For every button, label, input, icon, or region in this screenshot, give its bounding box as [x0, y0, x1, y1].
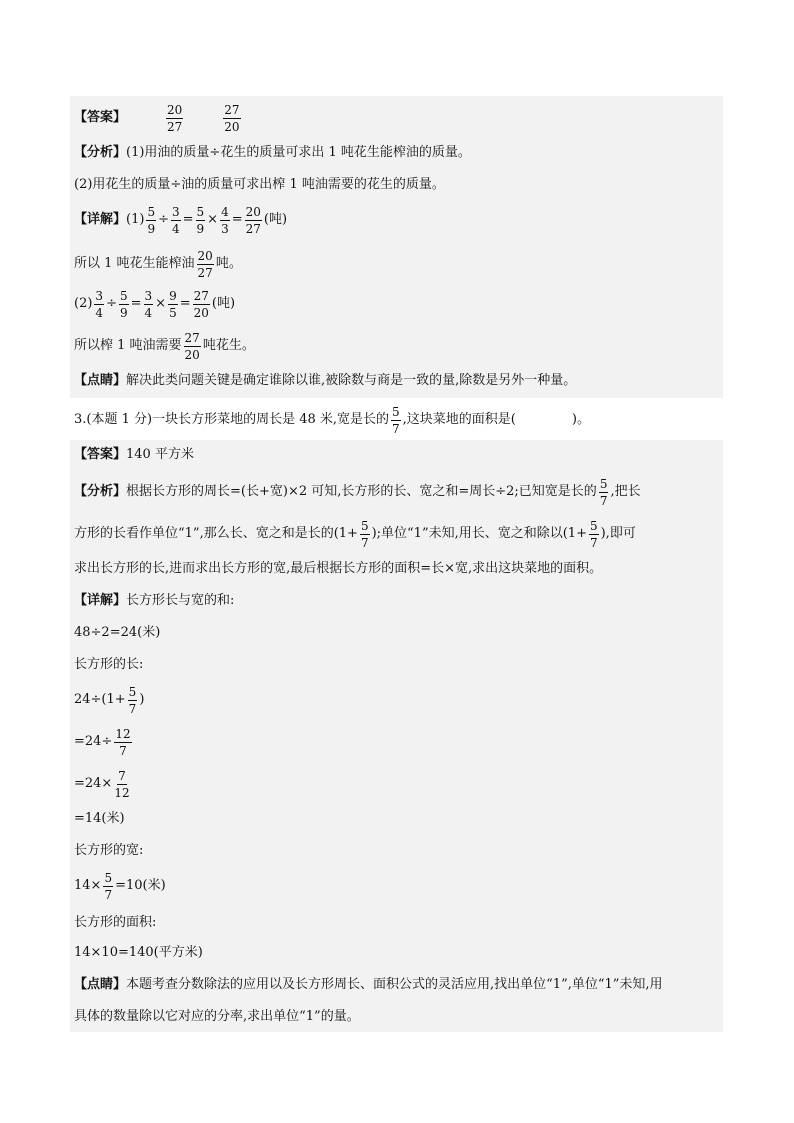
length-step-1 [74, 680, 144, 720]
text-segment: 140 平方米 [126, 447, 194, 462]
text-segment: 7 [118, 768, 126, 783]
text-segment: 3.(本题 1 分)一块长方形菜地的周长是 48 米,宽是长的 [74, 412, 390, 427]
fraction [114, 770, 129, 799]
text-segment: 5 [196, 204, 205, 219]
analysis-line-1 [74, 142, 471, 164]
text-segment: 5 [104, 870, 113, 885]
text-segment: 根据长方形的周长=(长+宽)×2 可知,长方形的长、宽之和=周长÷2;已知宽是长的 [126, 484, 597, 499]
text-segment: 5 [169, 305, 177, 320]
fraction [171, 206, 181, 235]
fraction [184, 332, 201, 361]
calc-sum [74, 622, 160, 644]
text-segment: 12 [115, 726, 131, 741]
text-segment: 解决此类问题关键是确定谁除以谁,被除数与商是一致的量,除数是另外一种量。 [126, 373, 577, 388]
conclusion-line-2 [74, 326, 255, 366]
analysis-b2-line-1 [74, 472, 641, 512]
text-segment: 3 [171, 204, 180, 219]
conclusion-line-1 [74, 244, 242, 284]
text-segment: 所以 1 吨花生能榨油 [74, 256, 195, 271]
question-3 [74, 400, 590, 440]
text-segment: = [182, 212, 194, 227]
text-segment: (吨) [211, 296, 236, 311]
analysis-tag: 【分析】 [74, 145, 127, 160]
text-segment: 12 [114, 785, 130, 800]
analysis-text-2: (2)用花生的质量÷油的质量可求出榨 1 吨油需要的花生的质量。 [74, 177, 445, 192]
text-segment: 【分析】 [74, 484, 127, 499]
analysis-b2-line-2 [74, 514, 636, 554]
text-segment: 4 [95, 305, 104, 320]
text-segment: 9 [147, 221, 156, 236]
answer-fraction-2 [223, 104, 240, 133]
text-segment: 5 [589, 518, 598, 533]
fraction [391, 406, 401, 435]
fraction [589, 520, 599, 549]
text-segment: 长方形的面积: [74, 915, 157, 930]
text-segment: 14× [74, 878, 102, 893]
text-segment: 长方形长与宽的和: [126, 593, 235, 608]
text-segment: 【点睛】 [74, 977, 127, 992]
text-segment: (1) [126, 212, 145, 227]
text-segment: 14×10=140(平方米) [74, 945, 203, 960]
text-segment: 48÷2=24(米) [74, 625, 161, 640]
text-segment: 吨花生。 [202, 338, 255, 353]
text-segment: 求出长方形的长,进而求出长方形的宽,最后根据长方形的面积=长×宽,求出这块菜地的面积。 [74, 561, 603, 576]
fraction [168, 290, 178, 319]
fraction [220, 206, 230, 235]
text-segment: 20 [197, 248, 213, 263]
text-segment: ÷ [158, 212, 169, 227]
answer-fraction-1 [166, 104, 183, 133]
text-segment: ) [139, 692, 145, 707]
text-segment: 3 [221, 221, 229, 236]
text-segment: 9 [119, 305, 128, 320]
text-segment: 27 [184, 330, 200, 345]
text-segment: (吨) [263, 212, 288, 227]
text-segment: 【答案】 [74, 447, 127, 462]
detail-b2-title [74, 590, 234, 612]
fraction [103, 872, 113, 901]
fraction [196, 206, 206, 235]
text-segment: ÷ [106, 296, 117, 311]
text-segment: =10(米) [115, 878, 166, 893]
fraction [94, 290, 104, 319]
text-segment: 9 [196, 221, 205, 236]
comment-b2-line-2 [74, 1006, 360, 1028]
fraction [114, 728, 131, 757]
comment-tag: 【点睛】 [74, 373, 127, 388]
length-title [74, 654, 143, 676]
text-segment: )。 [571, 412, 590, 427]
text-segment: 长方形的宽: [74, 843, 144, 858]
text-segment: 7 [392, 421, 400, 436]
text-segment: × [207, 212, 219, 227]
text-segment: 具体的数量除以它对应的分率,求出单位“1”的量。 [74, 1009, 360, 1024]
text-segment: 吨。 [215, 256, 242, 271]
text-segment: 20 [193, 305, 209, 320]
fraction [197, 250, 214, 279]
comment-line-1 [74, 370, 576, 392]
width-title [74, 840, 143, 862]
text-segment: ,把长 [610, 484, 641, 499]
text-segment: 本题考查分数除法的应用以及长方形周长、面积公式的灵活应用,找出单位“1”,单位“1”未知,用 [126, 977, 663, 992]
fraction [193, 290, 210, 319]
text-segment: 27 [245, 221, 261, 236]
text-segment: 7 [104, 887, 113, 902]
answer-line-2 [74, 444, 194, 466]
fraction [144, 290, 154, 319]
fraction [128, 686, 138, 715]
text-segment: 7 [128, 701, 137, 716]
text-segment: 9 [169, 288, 177, 303]
text-segment: 4 [221, 204, 229, 219]
text-segment: 5 [599, 476, 608, 491]
text-segment: = [130, 296, 142, 311]
length-step-2 [74, 722, 134, 762]
length-step-3 [74, 764, 132, 804]
text-segment: ),即可 [600, 526, 636, 541]
detail-line-2 [74, 284, 235, 324]
area-calc [74, 942, 203, 964]
text-segment: 20 [245, 204, 261, 219]
text-segment: =24÷ [74, 734, 113, 749]
text-segment: 3 [95, 288, 104, 303]
fraction [599, 478, 609, 507]
text-segment: 27 [197, 265, 213, 280]
text-segment: 5 [360, 518, 369, 533]
text-segment: 4 [144, 305, 153, 320]
fraction [119, 290, 129, 319]
text-segment: 27 [193, 288, 209, 303]
text-segment: 所以榨 1 吨油需要 [74, 338, 182, 353]
answer-line-1 [74, 98, 243, 138]
text-segment: 【详解】 [74, 593, 127, 608]
analysis-b2-line-3 [74, 558, 602, 580]
text-segment: 20 [224, 119, 240, 134]
text-segment: 24÷(1+ [74, 692, 126, 707]
text-segment: 20 [167, 102, 183, 117]
text-segment: × [155, 296, 167, 311]
text-segment: = [179, 296, 191, 311]
text-segment: 20 [184, 347, 200, 362]
text-segment: 7 [119, 743, 127, 758]
text-segment: 27 [224, 102, 240, 117]
detail-tag: 【详解】 [74, 212, 127, 227]
text-segment: 5 [392, 404, 400, 419]
text-segment: =14(米) [74, 811, 125, 826]
text-segment: 4 [171, 221, 180, 236]
text-segment: = [231, 212, 243, 227]
text-segment: 长方形的长: [74, 657, 144, 672]
text-segment: (2) [74, 296, 93, 311]
text-segment: 3 [144, 288, 153, 303]
text-segment: 7 [589, 535, 598, 550]
fraction [245, 206, 262, 235]
text-segment: ,这块菜地的面积是( [402, 412, 516, 427]
text-segment: 27 [167, 119, 183, 134]
length-step-4 [74, 808, 125, 830]
text-segment: 方形的长看作单位“1”,那么长、宽之和是长的(1+ [74, 526, 358, 541]
analysis-text-1: (1)用油的质量÷花生的质量可求出 1 吨花生能榨油的质量。 [126, 145, 471, 160]
fraction [360, 520, 370, 549]
text-segment: 5 [128, 684, 137, 699]
width-calc [74, 866, 166, 906]
comment-b2-line-1 [74, 974, 663, 996]
text-segment: =24× [74, 776, 113, 791]
text-segment: 7 [599, 493, 608, 508]
text-segment: );单位“1”未知,用长、宽之和除以(1+ [371, 526, 587, 541]
analysis-line-2 [74, 174, 445, 196]
detail-line-1 [74, 200, 287, 240]
text-segment: 5 [147, 204, 156, 219]
area-title [74, 912, 156, 934]
text-segment: 5 [119, 288, 128, 303]
fraction [146, 206, 156, 235]
answer-tag: 【答案】 [74, 110, 127, 125]
text-segment: 7 [360, 535, 369, 550]
